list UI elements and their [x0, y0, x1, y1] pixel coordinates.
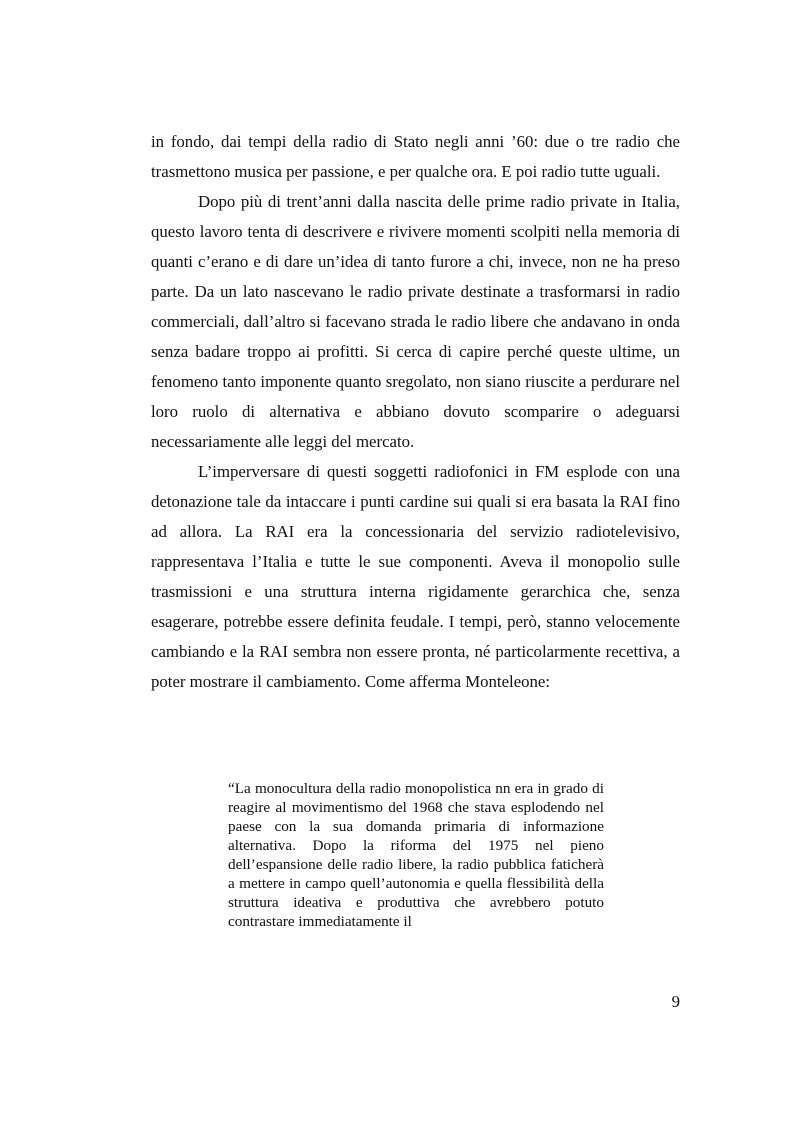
- paragraph-continuation: in fondo, dai tempi della radio di Stato negli anni ’60: due o tre radio che trasmettono musica per passione, e per qualche ora. E poi radio tutte uguali.: [151, 132, 680, 181]
- block-quote: “La monocultura della radio monopolistica nn era in grado di reagire al movimentismo del 1968 che stava esplodendo nel paese con la sua domanda primaria di informazione alternativa. Dopo la riforma del 1975 nel pieno dell’espansione delle radio libere, la radio pubblica faticherà a mettere in campo quell’autonomia e quella flessibilità della struttura ideativa e produttiva che avrebbero potuto contrastare immediatamente il: [228, 780, 604, 930]
- paragraph-rai: L’imperversare di questi soggetti radiofonici in FM esplode con una detonazione tale da intaccare i punti cardine sui quali si era basata la RAI fino ad allora. La RAI era la concessionaria del servizio radiotelevisivo, rappresentava l’Italia e tutte le sue componenti. Aveva il monopolio sulle trasmissioni e una struttura interna rigidamente gerarchica che, senza esagerare, potrebbe essere definita feudale. I tempi, però, stanno velocemente cambiando e la RAI sembra non essere pronta, né particolarmente recettiva, a poter mostrare il cambiamento. Come afferma Monteleone:: [151, 462, 680, 691]
- page-number: 9: [671, 992, 680, 1011]
- main-text: [151, 127, 680, 697]
- paragraph-introduction: Dopo più di trent’anni dalla nascita delle prime radio private in Italia, questo lavoro tenta di descrivere e rivivere momenti scolpiti nella memoria di quanti c’erano e di dare un’idea di tanto furore a chi, invece, non ne ha preso parte. Da un lato nascevano le radio private destinate a trasformarsi in radio commerciali, dall’altro si facevano strada le radio libere che andavano in onda senza badare troppo ai profitti. Si cerca di capire perché queste ultime, un fenomeno tanto imponente quanto sregolato, non siano riuscite a perdurare nel loro ruolo di alternativa e abbiano dovuto scomparire o adeguarsi necessariamente alle leggi del mercato.: [151, 192, 680, 451]
